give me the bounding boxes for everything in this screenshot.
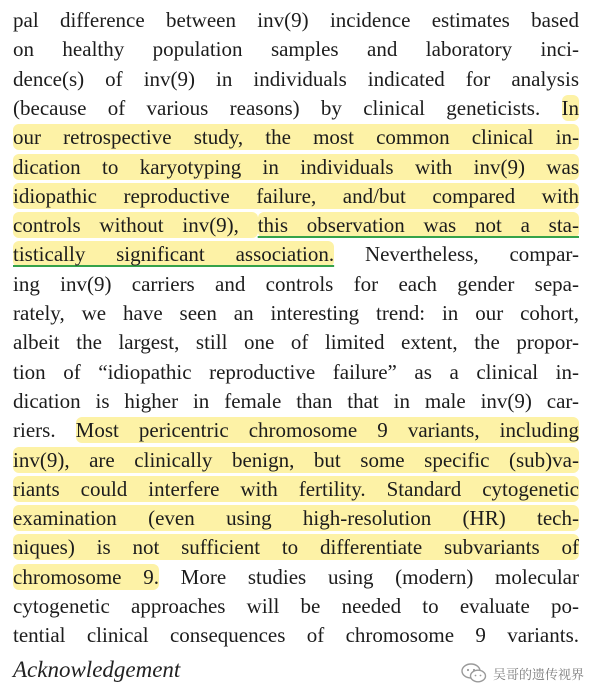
watermark-text: 吴哥的遗传视界 xyxy=(492,667,584,683)
text-line xyxy=(13,94,579,123)
text-line xyxy=(13,592,579,621)
highlighted-text: examination (even using high-resolution (HR) tech- xyxy=(13,506,579,531)
text-line xyxy=(13,416,579,445)
text-segment: tential clinical consequences of chromosome 9 variants. xyxy=(13,623,579,648)
text-line xyxy=(13,446,579,475)
text-line xyxy=(13,387,579,416)
text-segment: on healthy population samples and laboratory inci- xyxy=(13,37,579,62)
text-line xyxy=(13,182,579,211)
highlighted-text: our retrospective study, the most common clinical in- xyxy=(13,125,579,150)
text-segment: ing inv(9) carriers and controls for each gender sepa- xyxy=(13,271,579,296)
highlighted-text: idiopathic reproductive failure, and/but compared with xyxy=(13,183,579,208)
highlighted-text: inv(9), are clinically benign, but some specific (sub)va- xyxy=(13,447,579,472)
text-segment: More studies using (modern) molecular xyxy=(158,564,579,589)
text-line xyxy=(13,358,579,387)
text-line xyxy=(13,153,579,182)
highlighted-text: niques) is not sufficient to differentiate subvariants of xyxy=(13,535,579,560)
text-segment: tion of “idiopathic reproductive failure” as a clinical in- xyxy=(13,359,579,384)
text-line xyxy=(13,211,579,240)
highlighted-text: controls without inv(9), xyxy=(13,213,258,238)
section-heading-acknowledgement: Acknowledgement xyxy=(13,657,181,682)
text-line xyxy=(13,35,579,64)
highlighted-text: dication to karyotyping in individuals with inv(9) was xyxy=(13,154,579,179)
wechat-icon xyxy=(461,663,487,683)
text-segment: riers. xyxy=(13,418,76,443)
highlighted-text: In xyxy=(561,95,579,120)
highlighted-text: riants could interfere with fertility. Standard cytogenetic xyxy=(13,476,579,501)
text-line xyxy=(13,299,579,328)
text-line xyxy=(13,504,579,533)
text-line xyxy=(13,123,579,152)
text-line xyxy=(13,65,579,94)
text-segment: cytogenetic approaches will be needed to evaluate po- xyxy=(13,594,579,618)
text-segment: Nevertheless, compar- xyxy=(334,242,579,267)
text-segment: rately, we have seen an interesting trend: in our cohort, xyxy=(13,301,579,325)
text-segment: dence(s) of inv(9) in individuals indicated for analysis xyxy=(13,66,579,91)
text-segment: albeit the largest, still one of limited extent, the propor- xyxy=(13,330,579,355)
highlighted-underlined-text: tistically significant association. xyxy=(13,242,335,267)
text-line xyxy=(13,563,579,592)
text-line xyxy=(13,621,579,650)
text-line xyxy=(13,270,579,299)
text-segment: dication is higher in female than that in male inv(9) car- xyxy=(13,388,579,413)
text-segment: (because of various reasons) by clinical geneticists. xyxy=(13,95,562,120)
text-line xyxy=(13,328,579,357)
text-line xyxy=(13,240,579,269)
text-segment: pal difference between inv(9) incidence estimates based xyxy=(13,8,579,32)
highlighted-text: Most pericentric chromosome 9 variants, including xyxy=(75,418,579,443)
highlighted-underlined-text: this observation was not a sta- xyxy=(257,213,579,238)
text-line xyxy=(13,533,579,562)
text-line xyxy=(13,475,579,504)
text-line xyxy=(13,6,579,35)
highlighted-text: chromosome 9. xyxy=(13,564,159,589)
watermark xyxy=(461,662,584,684)
